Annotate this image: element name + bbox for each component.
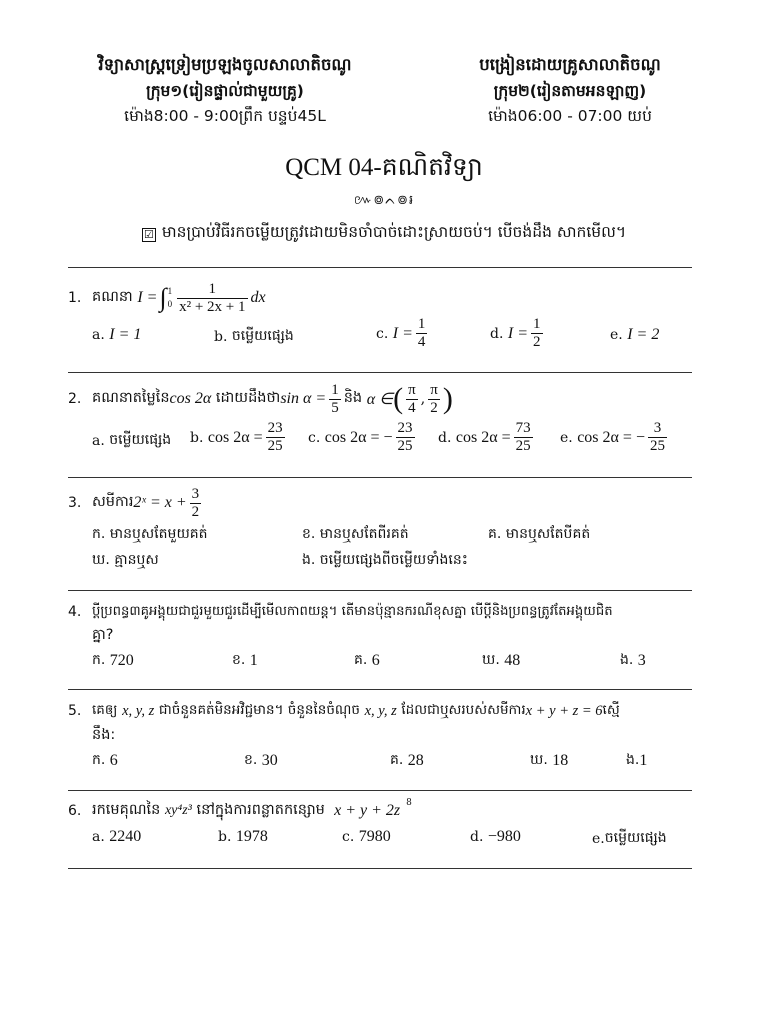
option-label: e. xyxy=(560,429,573,446)
integral-lhs: I = xyxy=(137,289,158,306)
question-prefix: គណនា xyxy=(92,288,133,305)
equation: x + y + z = 6 xyxy=(525,702,603,719)
option-text: cos 2α = xyxy=(455,428,511,446)
frac-num: 1 xyxy=(331,381,339,398)
integral-sign: ∫ xyxy=(159,283,167,312)
differential: dx xyxy=(250,289,266,306)
option-label: a. xyxy=(92,829,105,845)
option-fraction xyxy=(531,316,543,351)
divider xyxy=(68,372,692,373)
option-label: c. xyxy=(376,325,389,342)
option-label: c. xyxy=(342,829,355,845)
option-text: គ្មានឬស xyxy=(114,552,159,568)
question-text: គេឲ្យ xyxy=(92,702,118,718)
interval-upper xyxy=(428,382,440,417)
sin-expression: sin α = xyxy=(280,390,327,407)
question-6 xyxy=(68,798,698,824)
option-c[interactable] xyxy=(342,828,391,846)
option-text: មានឬសតែមួយគត់ xyxy=(109,526,208,542)
option-label: b. xyxy=(218,829,232,845)
option-text: 1978 xyxy=(235,828,268,845)
option-label: ង. xyxy=(626,752,640,768)
question-2: 2. គណនាតម្លៃនៃ cos 2α ដោយដឹងថា sin α = $\frac{1}{5}$ និង α ∈ ( $\frac{\pi}{4}$ , $\frac{\pi}{2}$ ) xyxy=(68,381,453,416)
option-label: គ. xyxy=(390,752,404,768)
option-kho[interactable] xyxy=(482,650,520,671)
option-e[interactable] xyxy=(560,420,670,455)
variables: x, y, z xyxy=(122,702,155,719)
frac-num: 23 xyxy=(267,420,283,436)
frac-den: 4 xyxy=(408,399,416,416)
frac-den: 2 xyxy=(430,399,438,416)
question-prefix: សមីការ xyxy=(92,493,134,510)
divider xyxy=(68,868,692,869)
frac-den: 25 xyxy=(267,438,283,454)
frac-den: 25 xyxy=(649,438,665,454)
option-label: a. xyxy=(92,327,105,343)
option-c[interactable] xyxy=(376,316,430,351)
option-label: ឃ. xyxy=(530,752,548,768)
option-label: ក. xyxy=(92,652,106,668)
term: xy⁴z³ xyxy=(164,803,192,818)
option-label: ង. xyxy=(302,552,316,568)
expression: x + y + 2z xyxy=(334,802,401,819)
divider xyxy=(68,689,692,690)
option-label: e. xyxy=(610,327,623,343)
question-text-cont: គ្នា? xyxy=(92,626,114,643)
question-number: 2. xyxy=(68,391,82,407)
question-text: នៅក្នុងការពន្លាតកន្សោម xyxy=(196,801,325,818)
option-label: គ. xyxy=(488,526,502,542)
option-text: I = 2 xyxy=(627,326,660,343)
option-text: 1 xyxy=(249,651,258,669)
schedule-left: ម៉ោង8:00 - 9:00ព្រឹក បន្ទប់45L xyxy=(124,107,326,125)
interval-lower xyxy=(406,382,418,417)
option-text: cos 2α = − xyxy=(324,428,393,446)
frac-num: 3 xyxy=(191,485,200,502)
question-1 xyxy=(68,280,698,316)
option-ko[interactable] xyxy=(488,524,590,545)
integral-limits xyxy=(168,285,173,311)
question-text: ដែលជាឬសរបស់សមីការ xyxy=(401,702,526,718)
option-text: ចម្លើយផ្សេង xyxy=(231,328,294,344)
frac-den: 25 xyxy=(397,438,413,454)
integrand-den: x² + 2x + 1 xyxy=(179,298,246,315)
option-e[interactable] xyxy=(610,326,659,344)
option-text: I = xyxy=(392,324,413,342)
option-c[interactable] xyxy=(308,420,418,455)
frac-num: 3 xyxy=(653,420,662,436)
option-text: 6 xyxy=(371,651,380,669)
header-left xyxy=(60,52,390,128)
option-d[interactable] xyxy=(490,316,546,351)
option-kha[interactable] xyxy=(244,750,278,771)
frac-den: 5 xyxy=(331,399,339,416)
option-label: ខ. xyxy=(244,752,258,768)
frac-num: π xyxy=(408,381,416,398)
option-label: ខ. xyxy=(302,526,316,542)
option-a[interactable] xyxy=(92,828,141,846)
option-ka[interactable] xyxy=(92,750,118,771)
schedule-right: ម៉ោង06:00 - 07:00 យប់ xyxy=(488,107,652,125)
question-3 xyxy=(68,484,698,522)
option-fraction xyxy=(266,420,285,455)
option-d[interactable] xyxy=(438,420,536,455)
frac-den: 25 xyxy=(515,438,531,454)
option-a[interactable] xyxy=(92,326,141,344)
option-text: 18 xyxy=(552,751,569,769)
option-label: d. xyxy=(490,325,504,342)
divider xyxy=(68,477,692,478)
option-d[interactable] xyxy=(470,828,521,846)
option-ko[interactable] xyxy=(354,650,380,671)
question-number: 1. xyxy=(68,290,82,306)
school-name-right: បង្រៀនដោយគ្រូសាលាតិចណូ xyxy=(479,55,661,74)
option-text: 720 xyxy=(109,651,134,669)
question-number: 6. xyxy=(68,803,82,819)
option-kha[interactable] xyxy=(232,650,258,671)
question-text: ស្មើ xyxy=(602,702,620,718)
divider xyxy=(68,790,692,791)
group-right: ក្រុម២(រៀនតាមអនឡាញ) xyxy=(493,82,647,100)
option-label: d. xyxy=(438,429,452,446)
option-text: cos 2α = xyxy=(207,428,263,446)
checkbox-icon: ☑ xyxy=(142,228,156,242)
option-text: 2240 xyxy=(109,828,142,845)
frac-num: 73 xyxy=(515,420,531,436)
integrand-fraction xyxy=(177,281,247,316)
option-ngo[interactable] xyxy=(302,550,468,571)
option-label: ក. xyxy=(92,526,106,542)
option-fraction xyxy=(416,316,428,351)
frac-num: π xyxy=(430,381,438,398)
question-number: 3. xyxy=(68,495,82,511)
divider xyxy=(68,590,692,591)
option-kho[interactable] xyxy=(92,550,159,571)
variables: x, y, z xyxy=(364,702,397,719)
frac-den: 2 xyxy=(533,334,541,350)
option-text: 6 xyxy=(109,751,118,769)
option-kho[interactable] xyxy=(530,750,568,771)
integrand-num: 1 xyxy=(208,280,217,297)
option-label: ឃ. xyxy=(92,552,110,568)
option-b[interactable] xyxy=(214,326,294,347)
option-fraction xyxy=(396,420,415,455)
option-kha[interactable] xyxy=(302,524,409,545)
option-label: ខ. xyxy=(232,652,246,668)
equation-lhs: 2ˣ = x + xyxy=(133,494,187,511)
option-ka[interactable] xyxy=(92,650,134,671)
option-text: 1 xyxy=(639,751,648,769)
option-label: ឃ. xyxy=(482,652,500,668)
option-a[interactable] xyxy=(92,430,171,451)
integral-lower: 0 xyxy=(167,299,173,309)
question-4 xyxy=(68,600,698,648)
ornament-divider: ៚៙ᨈ៙៛ xyxy=(353,193,415,208)
question-text: ដោយដឹងថា xyxy=(215,389,281,406)
question-text: និង xyxy=(343,389,363,406)
close-paren: ) xyxy=(442,382,453,415)
option-fraction xyxy=(648,420,667,455)
option-ngo[interactable] xyxy=(620,650,646,671)
option-label: គ. xyxy=(354,652,368,668)
question-text: ជាចំនួនគត់មិនអវិជ្ជមាន។ ចំនួននៃចំណុច xyxy=(158,702,360,718)
option-e[interactable] xyxy=(592,828,667,849)
option-label: d. xyxy=(470,829,484,845)
option-fraction xyxy=(514,420,533,455)
integral-upper: 1 xyxy=(167,286,173,296)
option-label: e. xyxy=(592,830,605,847)
option-b[interactable] xyxy=(218,828,268,846)
option-text: 48 xyxy=(504,651,521,669)
expression: cos 2α xyxy=(169,390,212,407)
option-label: c. xyxy=(308,429,321,446)
group-left: ក្រុម១(រៀនផ្ទាល់ជាមួយគ្រូ) xyxy=(146,82,304,100)
divider xyxy=(68,267,692,268)
page-title: QCM 04-គណិតវិទ្យា xyxy=(285,154,483,181)
option-text: ចម្លើយផ្សេង xyxy=(604,830,667,846)
option-text: 3 xyxy=(637,651,646,669)
option-b[interactable] xyxy=(190,420,288,455)
frac-num: 1 xyxy=(533,316,541,332)
option-text: ចម្លើយផ្សេង xyxy=(109,432,172,448)
frac-num: 1 xyxy=(417,316,426,332)
option-label: ង. xyxy=(620,652,634,668)
instruction-text: មានប្រាប់វិធីរកចម្លើយត្រូវដោយមិនចាំបាច់ដោះស្រាយចប់។ បើចង់ដឹង សាកមើល។ xyxy=(161,223,627,241)
option-text: cos 2α = − xyxy=(577,428,645,446)
exponent: 8 xyxy=(406,798,412,808)
frac-den: 2 xyxy=(191,503,200,520)
question-text: រកមេគុណនៃ xyxy=(92,801,161,818)
option-text: I = xyxy=(507,324,528,342)
option-text: 7980 xyxy=(358,828,391,845)
option-label: b. xyxy=(214,328,228,345)
option-label: b. xyxy=(190,429,204,446)
option-text: មានឬសតែបីគត់ xyxy=(505,526,591,542)
option-ko[interactable] xyxy=(390,750,424,771)
option-text: −980 xyxy=(487,828,521,845)
frac-num: 23 xyxy=(397,420,413,436)
option-text: I = 1 xyxy=(109,326,142,343)
question-text: ប្តីប្រពន្ធ៣គូអង្គុយជាជួរមួយជួរដើម្បីមើលកាពយន្ត។ តើមានប៉ុន្មានករណីខុសគ្នា បើប្តីនិងប្រពន្ធត្រូវតែអង្គុយជិត xyxy=(92,603,613,619)
option-ngo[interactable] xyxy=(626,750,647,771)
question-number: 5. xyxy=(68,703,82,719)
option-ka[interactable] xyxy=(92,524,208,545)
question-number: 4. xyxy=(68,604,82,620)
alpha-in: α ∈ xyxy=(366,391,394,408)
question-5 xyxy=(68,698,698,748)
option-label: a. xyxy=(92,432,105,449)
option-text: ចម្លើយផ្សេងពីចម្លើយទាំងនេះ xyxy=(319,552,468,568)
equation-fraction xyxy=(190,486,202,521)
instruction xyxy=(0,222,768,245)
option-text: 28 xyxy=(407,751,424,769)
header-right xyxy=(420,52,720,128)
school-name-left: វិទ្យាសាស្ត្រទ្រៀមប្រឡងចូលសាលាតិចណូ xyxy=(98,55,352,74)
option-label: ក. xyxy=(92,752,106,768)
question-prefix: គណនាតម្លៃនៃ xyxy=(92,389,170,406)
open-paren: ( xyxy=(393,382,404,415)
sin-fraction xyxy=(329,382,341,417)
question-text-cont: នឹង: xyxy=(92,726,116,743)
frac-den: 4 xyxy=(417,334,426,350)
option-text: 30 xyxy=(261,751,278,769)
option-text: មានឬសតែពីរគត់ xyxy=(319,526,409,542)
